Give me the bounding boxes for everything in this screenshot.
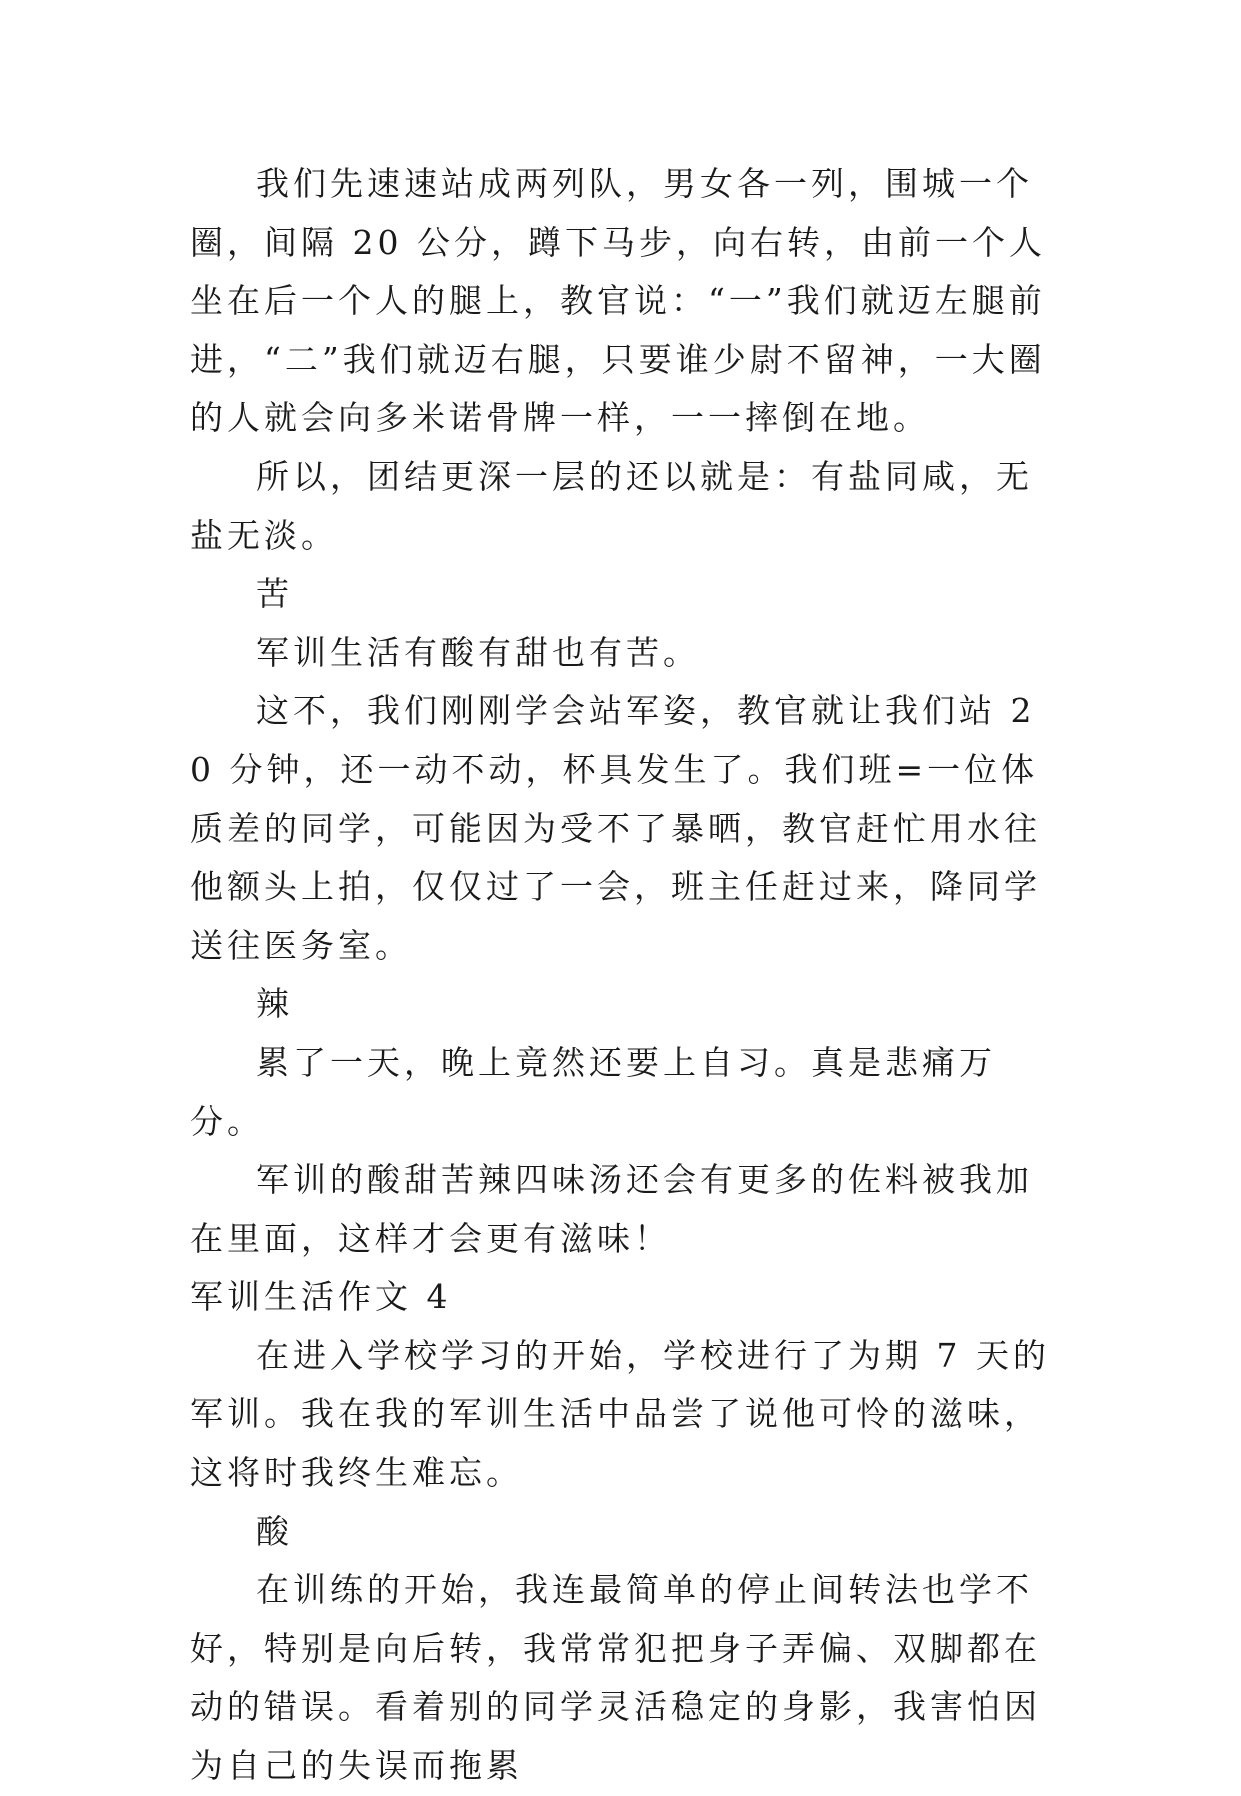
- paragraph: 军训的酸甜苦辣四味汤还会有更多的佐料被我加在里面，这样才会更有滋味！: [190, 1160, 1033, 1258]
- paragraph: 累了一天，晚上竟然还要上自习。真是悲痛万分。: [190, 1042, 996, 1141]
- essay-heading: 军训生活作文 4: [190, 1277, 452, 1317]
- section-label: 苦: [256, 574, 293, 614]
- paragraph: 我们先速速站成两列队，男女各一列，围城一个圈，间隔 20 公分，蹲下马步，向右转，由前一个人坐在后一个人的腿上，教官说：“一”我们就迈左腿前进，“二”我们就迈右腿，只要谁少尉不留神，一大圈的人就会向多米诺骨牌一样，一一摔倒在地。: [190, 164, 1046, 438]
- paragraph: 在训练的开始，我连最简单的停止间转法也学不好，特别是向后转，我常常犯把身子弄偏、双脚都在动的错误。看着别的同学灵活稳定的身影，我害怕因为自己的失误而拖累: [190, 1570, 1041, 1786]
- paragraph: 在进入学校学习的开始，学校进行了为期 7 天的军训。我在我的军训生活中品尝了说他可怜的滋味，这将时我终生难忘。: [190, 1335, 1050, 1493]
- paragraph: 军训生活有酸有甜也有苦。: [256, 632, 700, 672]
- paragraph: 所以，团结更深一层的还以就是：有盐同咸，无盐无淡。: [190, 456, 1033, 555]
- paragraph: 这不，我们刚刚学会站军姿，教官就让我们站 20 分钟，还一动不动，杯具发生了。我们班=一位体质差的同学，可能因为受不了暴晒，教官赶忙用水往他额头上拍，仅仅过了一会，班主任赶过来，降同学送往医务室。: [190, 691, 1041, 965]
- section-label: 酸: [256, 1511, 293, 1551]
- document-body: [190, 155, 1050, 1796]
- section-label: 辣: [256, 984, 293, 1024]
